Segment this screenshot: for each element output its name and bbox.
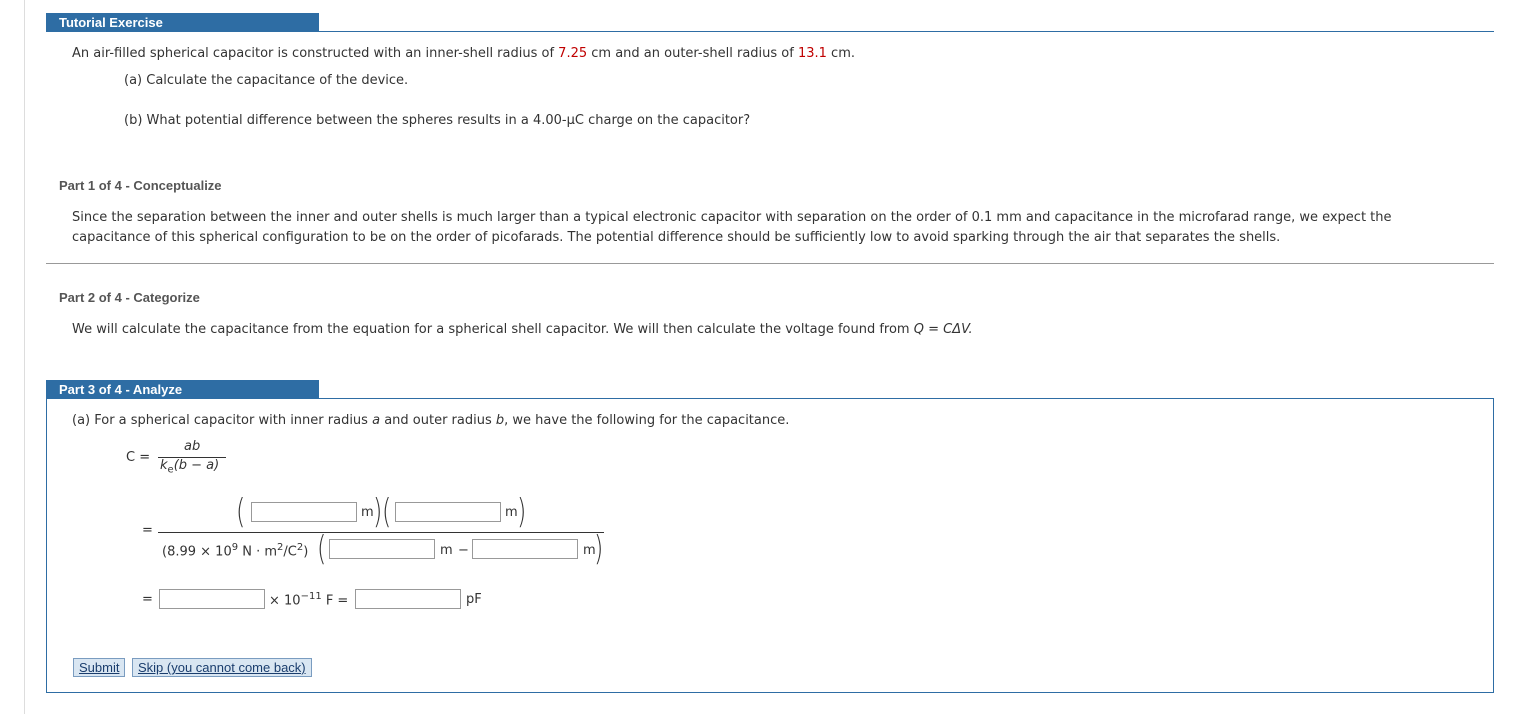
inner-radius-value: 7.25 [558, 46, 588, 61]
equals-sign-1: = [142, 523, 153, 538]
problem-part-a: (a) Calculate the capacitance of the device. [124, 73, 409, 88]
paren-open-2: ( [381, 492, 392, 532]
part1-line1: Since the separation between the inner and outer shells is much larger than a typical electronic capacitor with separation on the order of 0.1 mm and capacitance in the microfarad range, we expect the [72, 210, 1392, 225]
paren-open-3: ( [316, 529, 327, 569]
part3-intro-2: and outer radius [380, 413, 496, 428]
part3-intro [72, 413, 789, 428]
tutorial-header-tab: Tutorial Exercise [46, 13, 319, 32]
formula-denominator [160, 458, 219, 476]
formula-numerator: ab [184, 439, 201, 454]
part2-equation: Q = CΔV. [913, 322, 973, 337]
times-ten-base: × 10 [269, 593, 301, 609]
unit-m-1: m [361, 505, 374, 520]
unit-m-3: m [440, 543, 453, 558]
problem-intro-text-3: cm. [826, 46, 855, 61]
problem-intro-text-2: cm and an outer-shell radius of [587, 46, 798, 61]
coulomb-constant [162, 542, 308, 559]
divider [46, 263, 1494, 264]
ten-exponent: −11 [300, 591, 322, 602]
denominator-input-2[interactable] [472, 539, 578, 559]
part2-title: Part 2 of 4 - Categorize [59, 290, 200, 305]
skip-button[interactable]: Skip (you cannot come back) [132, 658, 312, 677]
numerator-input-2[interactable] [395, 502, 501, 522]
denom-rest: (b − a) [173, 458, 220, 473]
const-close: ) [303, 544, 309, 560]
paren-open-1: ( [235, 492, 246, 532]
paren-close-2: ) [516, 492, 527, 532]
unit-m-4: m [583, 543, 596, 558]
equals-sign-2: = [142, 592, 153, 607]
const-units-2: /C [283, 544, 297, 560]
outer-radius-value: 13.1 [797, 46, 827, 61]
unit-f-equals: F = [321, 593, 349, 609]
const-units: N · m [238, 544, 278, 560]
part2-body: We will calculate the capacitance from the equation for a spherical shell capacitor. We will then calculate the voltage found from [72, 322, 914, 337]
c-exponent: 2 [296, 542, 304, 553]
problem-intro-text-1: An air-filled spherical capacitor is constructed with an inner-shell radius of [72, 46, 559, 61]
submit-button[interactable]: Submit [73, 658, 125, 677]
part3-header-tab: Part 3 of 4 - Analyze [46, 380, 319, 399]
times-ten [269, 591, 348, 608]
minus-sign: − [458, 543, 469, 558]
part2-text [72, 322, 973, 337]
coefficient-input[interactable] [159, 589, 265, 609]
unit-pf: pF [466, 592, 482, 607]
unit-m-2: m [505, 505, 518, 520]
numeric-fraction-line [158, 532, 604, 533]
m-exponent: 2 [277, 542, 284, 553]
part3-intro-1: (a) For a spherical capacitor with inner radius [72, 413, 373, 428]
part3-intro-3: , we have the following for the capacitance. [504, 413, 790, 428]
picofarad-input[interactable] [355, 589, 461, 609]
part1-line2: capacitance of this spherical configuration to be on the order of picofarads. The potential difference should be sufficiently low to avoid sparking through the air that separates the shells. [72, 230, 1281, 245]
problem-part-b: (b) What potential difference between the spheres results in a 4.00-µC charge on the capacitor? [124, 113, 751, 128]
const-base: (8.99 × 10 [162, 544, 232, 560]
var-a: a [372, 413, 381, 428]
numerator-input-1[interactable] [251, 502, 357, 522]
denominator-input-1[interactable] [329, 539, 435, 559]
part1-title: Part 1 of 4 - Conceptualize [59, 178, 222, 193]
tutorial-header [46, 12, 1494, 32]
c-label: C = [126, 450, 151, 465]
ke-symbol: k [160, 458, 168, 473]
part3-header [46, 379, 1494, 399]
const-exponent: 9 [231, 542, 239, 553]
paren-close-3: ) [593, 529, 604, 569]
problem-intro [72, 46, 855, 61]
paren-close-1: ) [372, 492, 383, 532]
var-b: b [495, 413, 505, 428]
ke-subscript: e [167, 464, 174, 476]
